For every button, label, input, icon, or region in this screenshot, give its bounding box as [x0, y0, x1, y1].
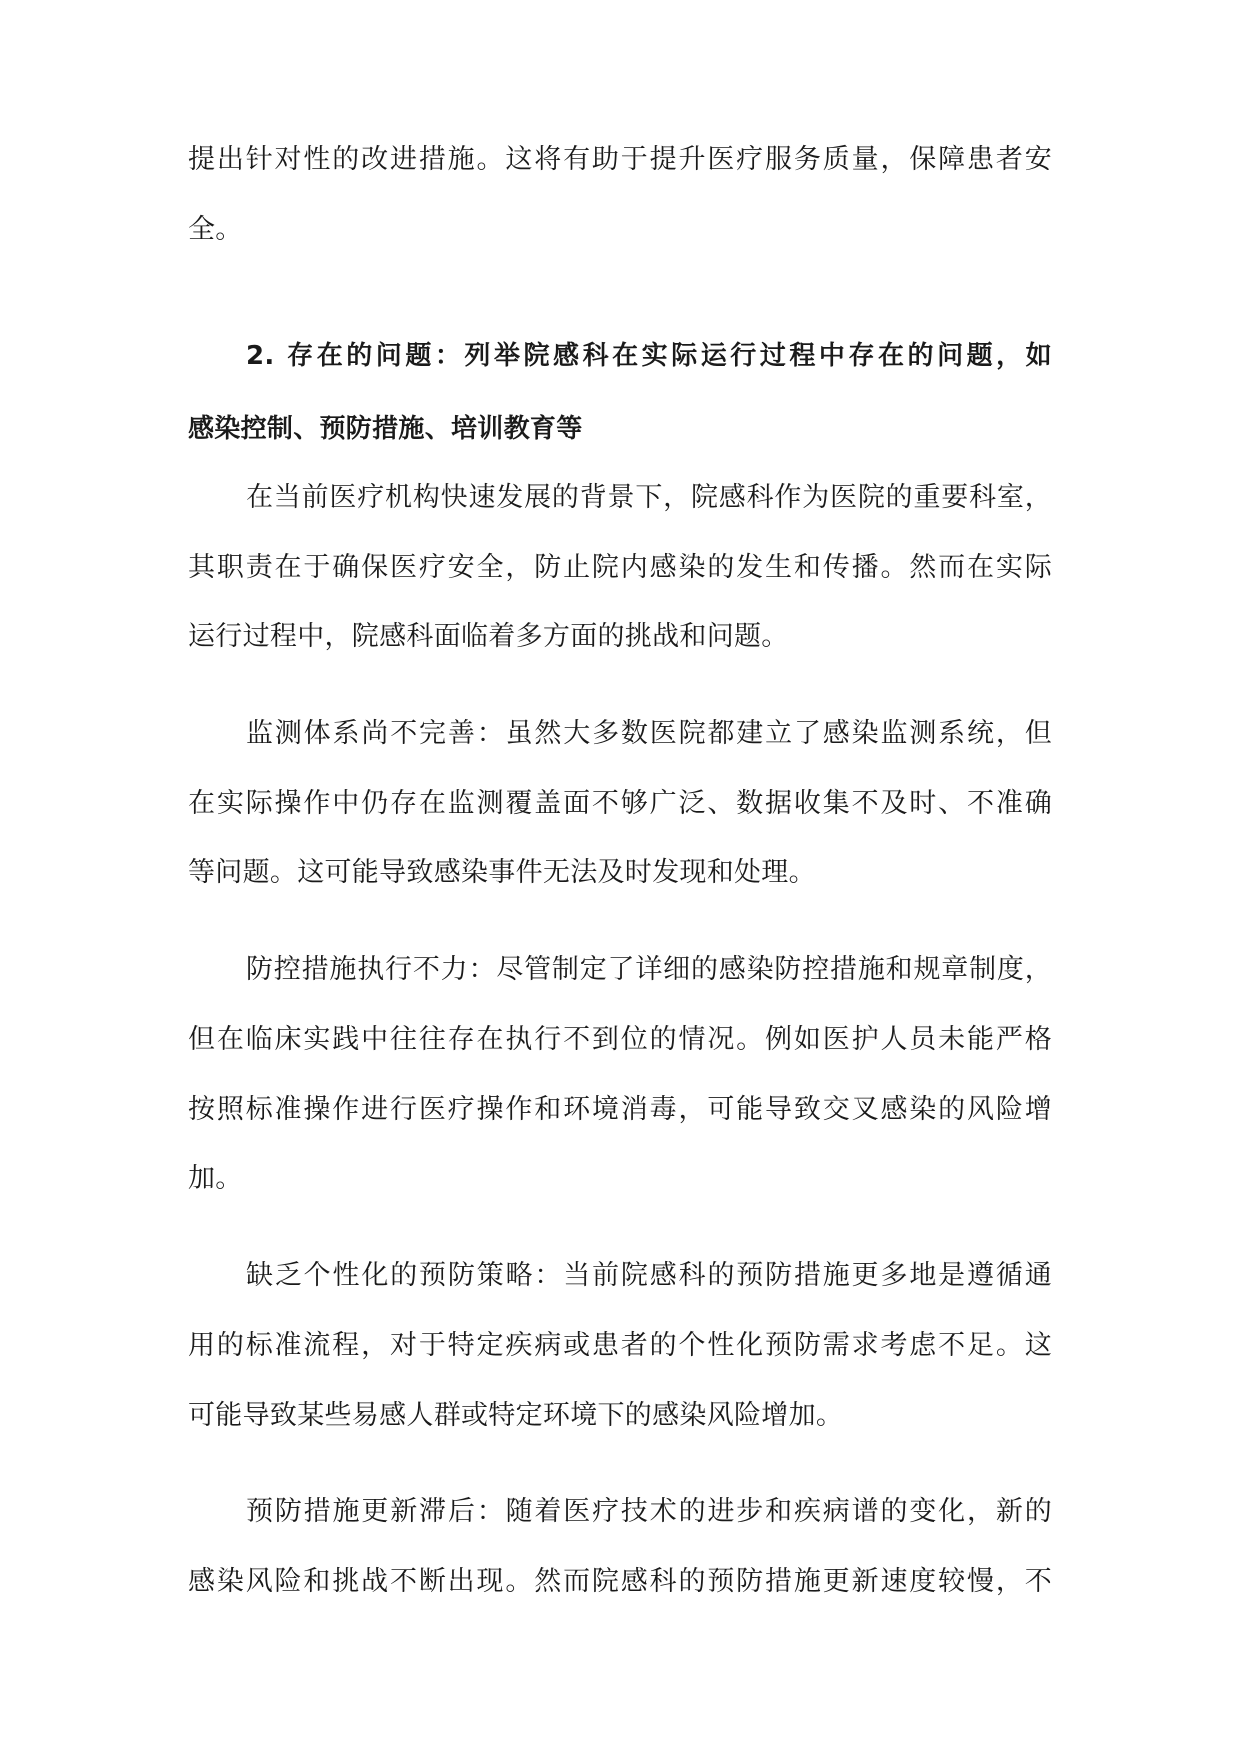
text-line: 提出针对性的改进措施。这将有助于提升医疗服务质量，保障患者安: [188, 144, 1052, 175]
text-line: 运行过程中，院感科面临着多方面的挑战和问题。: [188, 621, 789, 652]
text-line: 用的标准流程，对于特定疾病或患者的个性化预防需求考虑不足。这: [188, 1330, 1052, 1361]
text-line: 预防措施更新滞后：随着医疗技术的进步和疾病谱的变化，新的: [246, 1496, 1052, 1527]
text-line: 可能导致某些易感人群或特定环境下的感染风险增加。: [188, 1400, 844, 1431]
text-line: 其职责在于确保医疗安全，防止院内感染的发生和传播。然而在实际: [188, 552, 1052, 583]
text-line: 监测体系尚不完善：虽然大多数医院都建立了感染监测系统，但: [246, 718, 1052, 749]
text-line: 防控措施执行不力：尽管制定了详细的感染防控措施和规章制度，: [246, 954, 1052, 985]
text-line: 在当前医疗机构快速发展的背景下，院感科作为医院的重要科室，: [246, 482, 1052, 513]
text-line: 感染风险和挑战不断出现。然而院感科的预防措施更新速度较慢，不: [188, 1566, 1052, 1597]
text-line: 加。: [188, 1163, 243, 1194]
text-line: 等问题。这可能导致感染事件无法及时发现和处理。: [188, 857, 816, 888]
section-heading: 感染控制、预防措施、培训教育等: [188, 414, 583, 444]
text-line: 缺乏个性化的预防策略：当前院感科的预防措施更多地是遵循通: [246, 1260, 1052, 1291]
text-line: 但在临床实践中往往存在执行不到位的情况。例如医护人员未能严格: [188, 1024, 1052, 1055]
text-line: 在实际操作中仍存在监测覆盖面不够广泛、数据收集不及时、不准确: [188, 788, 1052, 819]
section-heading: 2. 存在的问题：列举院感科在实际运行过程中存在的问题，如: [246, 341, 1052, 371]
text-line: 全。: [188, 214, 243, 245]
text-line: 按照标准操作进行医疗操作和环境消毒，可能导致交叉感染的风险增: [188, 1094, 1052, 1125]
